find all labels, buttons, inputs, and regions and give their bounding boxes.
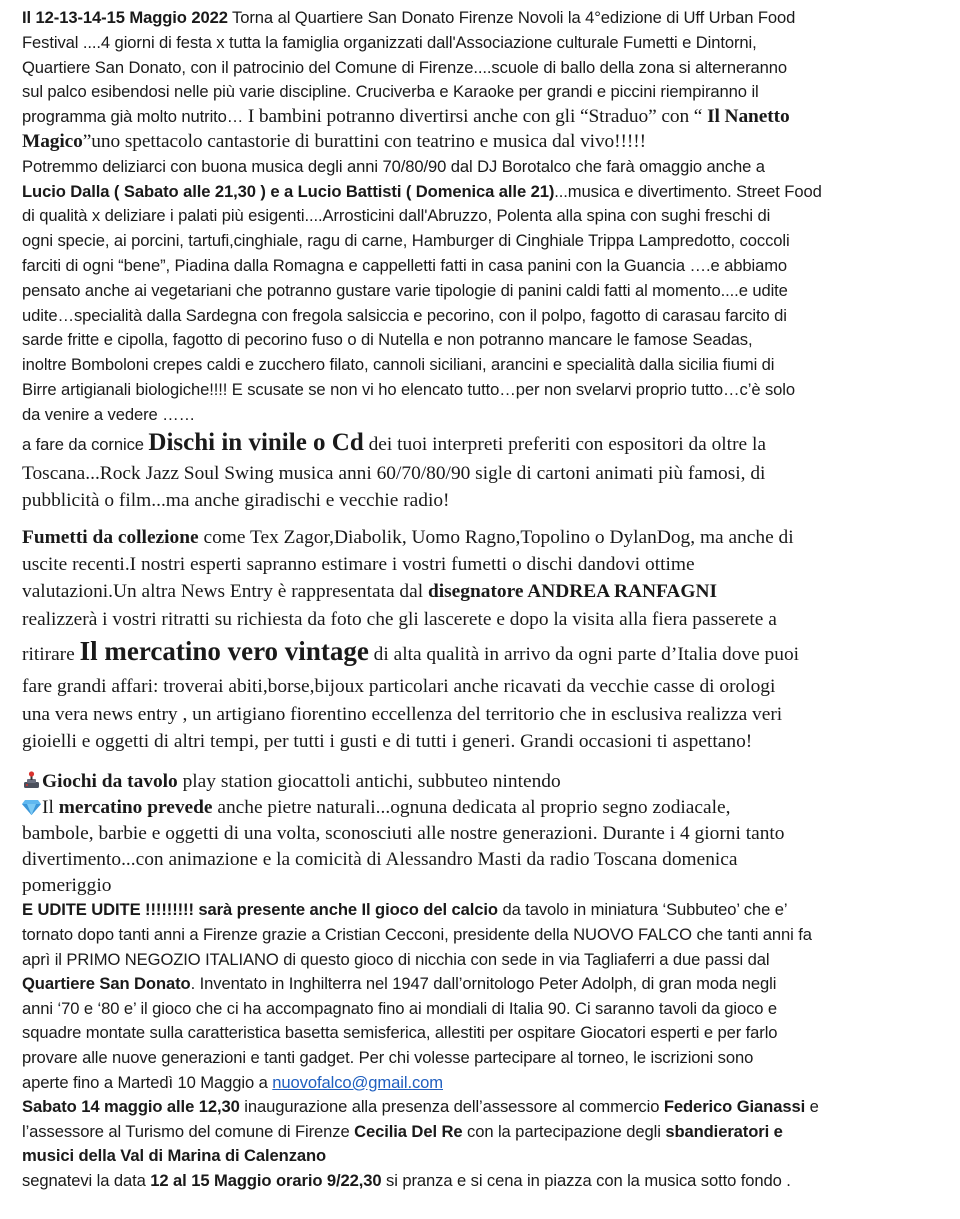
food-line: Potremmo deliziarci con buona musica degli anni 70/80/90 dal DJ Borotalco che farà omaggio anche a: [22, 156, 765, 176]
games-paragraph: [22, 769, 938, 898]
event-dates: Il 12-13-14-15 Maggio 2022: [22, 8, 228, 27]
subbuteo-line: E UDITE UDITE !!!!!!!!! sarà presente anche Il gioco del calcio da tavolo in miniatura ‘Subbuteo’ che e’: [22, 900, 788, 920]
games-line: bambole, barbie e oggetti di una volta, sconosciuti alle nostre generazioni. Durante i 4 giorni tanto: [22, 822, 785, 844]
records-line: a fare da cornice Dischi in vinile o Cd dei tuoi interpreti preferiti con espositori da oltre la: [22, 428, 766, 456]
intro-line: Quartiere San Donato, con il patrocinio del Comune di Firenze....scuole di ballo della zona si alterneranno: [22, 57, 788, 77]
inauguration-line: segnatevi la data 12 al 15 Maggio orario 9/22,30 si pranza e si cena in piazza con la musica sotto fondo .: [22, 1170, 791, 1190]
food-line: pensato anche ai vegetariani che potranno gustare varie tipologie di panini caldi fatti al momento....e udite: [22, 280, 788, 300]
comics-line: Fumetti da collezione come Tex Zagor,Diabolik, Uomo Ragno,Topolino o DylanDog, ma anche di: [22, 526, 794, 548]
subbuteo-line: aperte fino a Martedì 10 Maggio a nuovofalco@gmail.com: [22, 1072, 444, 1092]
food-line: farciti di ogni “bene”, Piadina dalla Romagna e cappelletti fatti in casa panini con la Guancia ….e abbiamo: [22, 255, 788, 275]
comics-line: ritirare Il mercatino vero vintage di alta qualità in arrivo da ogni parte d’Italia dove puoi: [22, 636, 800, 667]
games-line: Il mercatino prevede anche pietre naturali...ognuna dedicata al proprio segno zodiacale,: [22, 795, 938, 821]
food-line: udite…specialità dalla Sardegna con fregola salsiccia e pecorino, con il polpo, fagotto di carasau farcito di: [22, 305, 787, 325]
comics-paragraph: [22, 524, 938, 756]
inauguration-line: musici della Val di Marina di Calenzano: [22, 1146, 327, 1166]
records-line: pubblicità o film...ma anche giradischi e vecchie radio!: [22, 489, 450, 511]
gem-icon: [22, 797, 41, 815]
subbuteo-line: anni ‘70 e ‘80 e’ il gioco che ci ha accompagnato fino ai mondiali di Italia 90. Ci saranno tavoli da gioco e: [22, 998, 778, 1018]
comics-line: gioielli e oggetti di altri tempi, per tutti i gusti e di tutti i generi. Grandi occasioni ti aspettano!: [22, 730, 753, 752]
subbuteo-line: squadre montate sulla caratteristica basetta semisferica, allestiti per ospitare Giocatori esperti e per farlo: [22, 1023, 778, 1043]
food-line: Birre artigianali biologiche!!!! E scusate se non vi ho elencato tutto…per non svelarvi proprio tutto…c’è solo: [22, 379, 796, 399]
games-line: pomeriggio: [22, 874, 112, 896]
paragraph-gap: [22, 755, 938, 769]
games-line: divertimento...con animazione e la comicità di Alessandro Masti da radio Toscana domenica: [22, 848, 738, 870]
inauguration-paragraph: [22, 1095, 938, 1193]
inauguration-line: l’assessore al Turismo del comune di Firenze Cecilia Del Re con la partecipazione degli sbandieratori e: [22, 1121, 783, 1141]
intro-line: sul palco esibendosi nelle più varie discipline. Cruciverba e Karaoke per grandi e piccini riempiranno il: [22, 82, 759, 102]
intro-line: Il 12-13-14-15 Maggio 2022 Torna al Quartiere San Donato Firenze Novoli la 4°edizione di Uff Urban Food: [22, 8, 796, 27]
food-line: inoltre Bomboloni crepes caldi e zucchero filato, cannoli siciliani, arancini e specialità dalla sicilia fiumi di: [22, 355, 775, 375]
records-line: Toscana...Rock Jazz Soul Swing musica anni 60/70/80/90 sigle di cartoni animati più famosi, di: [22, 462, 766, 484]
paragraph-gap: [22, 514, 938, 524]
food-line: ogni specie, ai porcini, tartufi,cinghiale, ragu di carne, Hamburger di Cinghiale Trippa Lampredotto, coccoli: [22, 231, 790, 251]
subbuteo-line: aprì il PRIMO NEGOZIO ITALIANO di questo gioco di nicchia con sede in via Tagliaferri a due passi dal: [22, 949, 770, 969]
food-line: Lucio Dalla ( Sabato alle 21,30 ) e a Lucio Battisti ( Domenica alle 21)...musica e divertimento. Street Food: [22, 181, 822, 201]
food-line: di qualità x deliziare i palati più esigenti....Arrosticini dall'Abruzzo, Polenta alla spina con sughi freschi di: [22, 206, 771, 226]
food-paragraph: [22, 155, 938, 428]
subbuteo-line: Quartiere San Donato. Inventato in Inghilterra nel 1947 dall’ornitologo Peter Adolph, di gran moda negli: [22, 974, 777, 994]
food-line: da venire a vedere ……: [22, 404, 196, 424]
intro-line: Festival ....4 giorni di festa x tutta la famiglia organizzati dall'Associazione culturale Fumetti e Dintorni,: [22, 32, 757, 52]
inauguration-line: Sabato 14 maggio alle 12,30 inaugurazione alla presenza dell’assessore al commercio Federico Gianassi e: [22, 1097, 819, 1117]
intro-paragraph: [22, 6, 938, 155]
intro-line: Magico”uno spettacolo cantastorie di burattini con teatrino e musica dal vivo!!!!!: [22, 130, 646, 152]
intro-line: programma già molto nutrito… I bambini potranno divertirsi anche con gli “Straduo” con “ Il Nanetto: [22, 106, 790, 128]
comics-line: fare grandi affari: troverai abiti,borse,bijoux particolari anche ricavati da vecchie casse di orologi: [22, 676, 776, 698]
food-line: sarde fritte e cipolla, fagotto di pecorino fuso o di Nutella e non potranno mancare le famose Seadas,: [22, 330, 753, 350]
subbuteo-line: provare alle nuove generazioni e tanti gadget. Per chi volesse partecipare al torneo, le iscrizioni sono: [22, 1047, 754, 1067]
records-paragraph: [22, 428, 938, 514]
comics-line: una vera news entry , un artigiano fiorentino eccellenza del territorio che in esclusiva realizza veri: [22, 703, 783, 725]
email-link[interactable]: nuovofalco@gmail.com: [272, 1072, 444, 1092]
comics-line: uscite recenti.I nostri esperti sapranno estimare i vostri fumetti o dischi dandovi ottime: [22, 553, 695, 575]
games-line: Giochi da tavolo play station giocattoli antichi, subbuteo nintendo: [22, 769, 938, 795]
subbuteo-line: tornato dopo tanti anni a Firenze grazie a Cristian Cecconi, presidente della NUOVO FALCO che tanti anni fa: [22, 924, 812, 944]
joystick-icon: [22, 771, 41, 789]
comics-line: valutazioni.Un altra News Entry è rappresentata dal disegnatore ANDREA RANFAGNI: [22, 581, 718, 603]
comics-line: realizzerà i vostri ritratti su richiesta da foto che gli lascerete e dopo la visita alla fiera passerete a: [22, 608, 777, 630]
subbuteo-paragraph: [22, 898, 938, 1095]
